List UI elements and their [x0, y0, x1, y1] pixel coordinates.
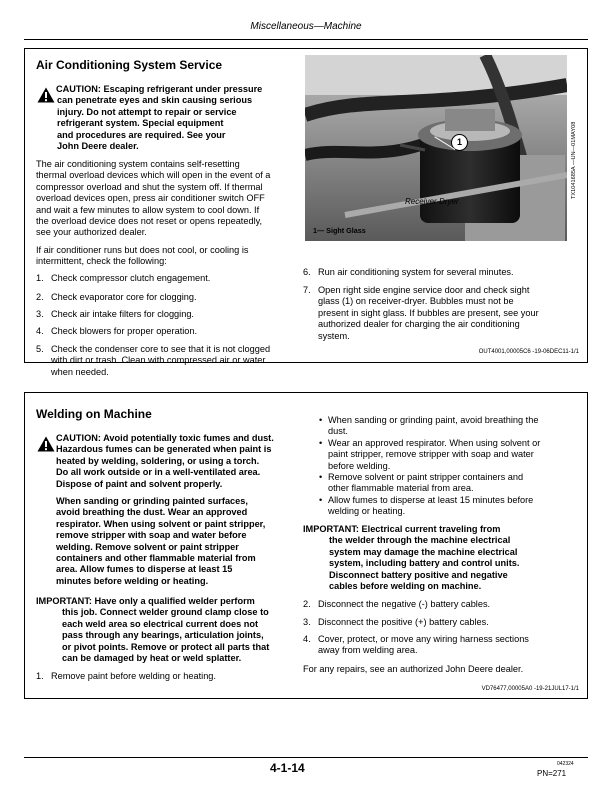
running-header: Miscellaneous—Machine — [24, 17, 588, 40]
important-note: IMPORTANT: Have only a qualified welder perform this job. Connect welder ground clamp close to each weld area so electrical current does not pass through any bearings, articulation joints, or pivot points. Remove or protect all parts that can be damaged by heat or weld splatter. — [36, 596, 270, 664]
footer-code: 042324 — [557, 761, 574, 767]
closing-note: For any repairs, see an authorized John Deere dealer. — [303, 664, 524, 674]
receiver-dryer-photo — [305, 55, 567, 241]
welding-section: Welding on Machine CAUTION: Avoid potentially toxic fumes and dust. Hazardous fumes can be generated when paint is heated by welding, soldering, or using a torch. Do all work outside or in a well-ventilated area. Dispose of paint and solvent properly. When sanding or grinding painted surfaces, avoid breathing the dust. Wear an approved respirator. When using solvent or paint stripper, remove stripper with soap and water before welding. Remove solvent or paint stripper containers and other flammable material from area. Allow fumes to disperse at least 15 minutes before welding or heating. IMPORTANT: Have only a qualified welder perform this job. Connect welder ground clamp close to each weld area so electrical current does not pass through any bearings, articulation joints, or pivot points. Remove or protect all parts that can be damaged by heat or weld splatter. 1. Remove paint before welding or heating. • When sanding or grinding paint, avoid breathing the dust. • Wear an approved respirator. When using solvent or paint stripper, remove stripper with soap and water before welding. • Remove solvent or paint stripper containers and other flammable material from area. • Allow fumes to disperse at least 15 minutes before welding or heating. IMPORTANT: Electrical current traveling from the welder through the machine electrical system may damage the machine electrical system, including battery and control units. Disconnect battery positive and negative cables before welding on machine. 2. Disconnect the negative (-) battery cables. 3. Disconnect the positive (+) battery cables. 4. Cover, protect, or move any wiring harness sections away from welding area. For any repairs, see an authorized John Deere dealer. VD76477,00005A0 -19-21JUL17-1/1 — [24, 392, 588, 699]
footer-rule — [24, 757, 588, 758]
legend: 1— Sight Glass — [313, 226, 366, 235]
caution-icon — [37, 87, 55, 103]
page-number: 4-1-14 — [270, 761, 305, 775]
ac-service-section: Air Conditioning System Service CAUTION: Escaping refrigerant under pressure can penetrate eyes and skin causing serious injury. Do not attempt to repair or service refrigerant system. Special equipment and procedures are required. See your John Deere dealer. The air conditioning system contains self-resetting thermal overload devices which will open in the event of a compressor overload and shut the system off. If thermal overload devices open, press air conditioner switch OFF and wait a few minutes to allow system to cool down. If the overload device does not reset or opens repeatedly, see your authorized dealer. If air conditioner runs but does not cool, or cooling is intermittent, check the following: 1. Check compressor clutch engagement. 2. Check evaporator core for clogging. 3. Check air intake filters for clogging. 4. Check blowers for proper operation. 5. Check the condenser core to see that it is not clogged with dirt or trash. Clean with compressed air or water when needed. 1 TX1041685A —UN—01MAY08 Receiver-Dryer 1— Sight Glass 6. Run air conditioning system for several minutes. 7. Open right side engine service door and check sight glass (1) on receiver-dryer. Bubbles must not be present in sight glass. If bubbles are present, see your authorized dealer for charging the air conditioning system. OUT4001,00005C6 -19-06DEC11-1/1 — [24, 48, 588, 363]
pn-number: PN=271 — [537, 769, 567, 778]
document-reference: VD76477,00005A0 -19-21JUL17-1/1 — [481, 686, 579, 692]
image-reference-code: TX1041685A —UN—01MAY08 — [571, 121, 577, 199]
section-title: Welding on Machine — [36, 407, 152, 421]
document-reference: OUT4001,00005C6 -19-06DEC11-1/1 — [478, 349, 579, 355]
caution-text: CAUTION: Avoid potentially toxic fumes and dust. Hazardous fumes can be generated when paint is heated by welding, soldering, or using a torch. Do all work outside or in a well-ventilated area. Dispose of paint and solvent properly. — [56, 433, 274, 489]
ac-intro-paragraph: If air conditioner runs but does not cool, or cooling is intermittent, check the following: — [36, 245, 249, 267]
ac-body-paragraph: The air conditioning system contains self-resetting thermal overload devices which will open in the event of a compressor overload and shut the system off. If thermal overload devices open, press air conditioner switch OFF and wait a few minutes to allow system to cool down. If the overload device does not reset or opens repeatedly, see your authorized dealer. — [36, 159, 271, 238]
callout-badge: 1 — [451, 134, 468, 151]
caution-continued: When sanding or grinding painted surfaces, avoid breathing the dust. Wear an approved respirator. When using solvent or paint stripper, remove stripper with soap and water before welding. Remove solvent or paint stripper containers and other flammable material from area. Allow fumes to disperse at least 15 minutes before welding or heating. — [56, 496, 266, 586]
image-caption: Receiver-Dryer — [405, 197, 459, 206]
caution-icon — [37, 436, 55, 452]
caution-text: CAUTION: Escaping refrigerant under pressure can penetrate eyes and skin causing serious injury. Do not attempt to repair or service refrigerant system. Special equipment and procedures are required. See your John Deere dealer. — [56, 84, 263, 152]
important-note: IMPORTANT: Electrical current traveling from the welder through the machine electrical system may damage the machine electrical system, including battery and control units. Disconnect battery positive and negative cables before welding on machine. — [303, 524, 520, 592]
section-title: Air Conditioning System Service — [36, 58, 223, 72]
